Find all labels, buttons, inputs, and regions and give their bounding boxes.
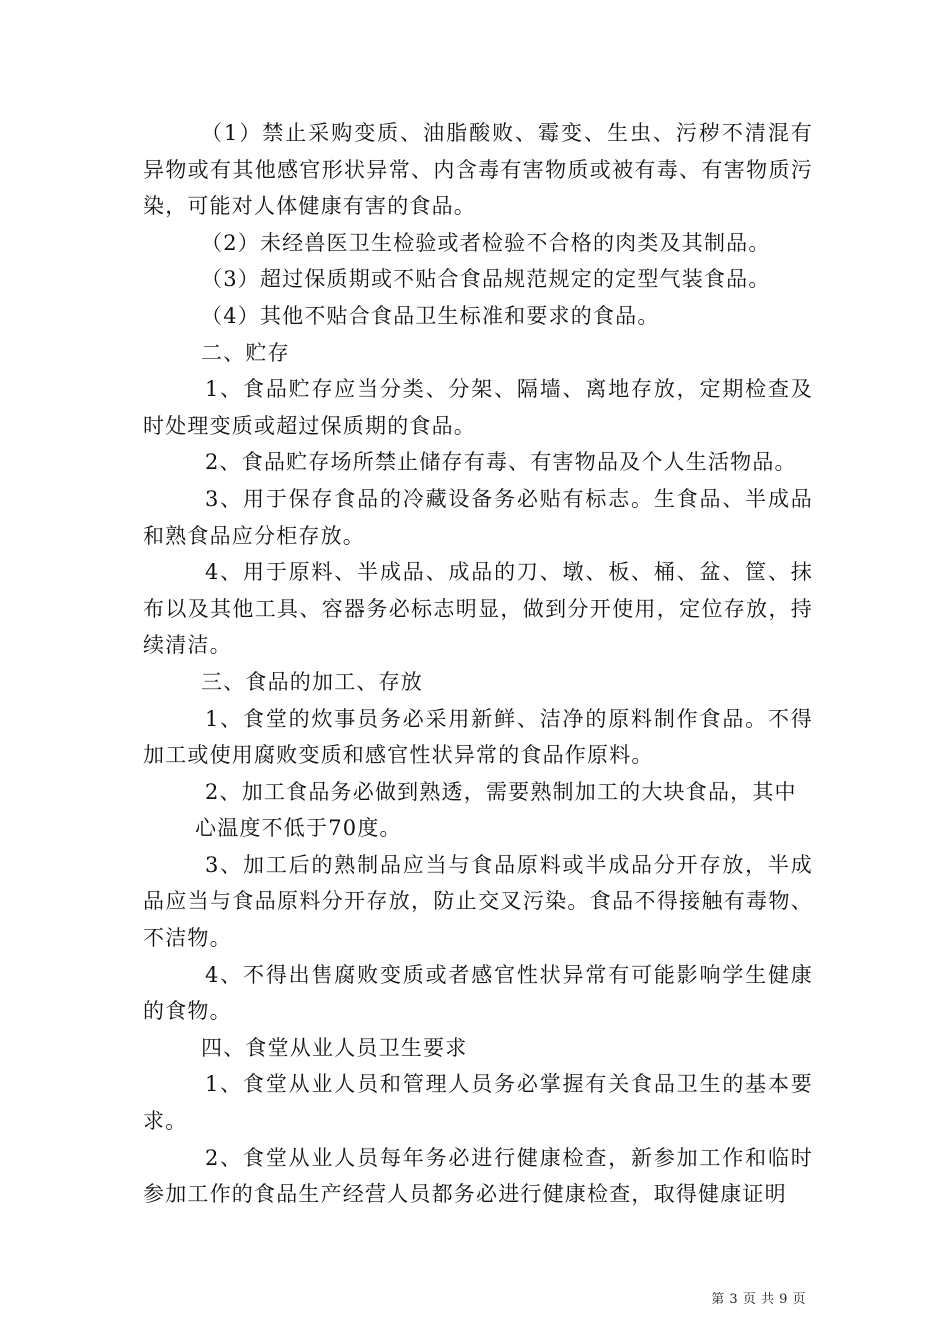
paragraph-storage-2: 2、食品贮存场所禁止储存有毒、有害物品及个人生活物品。 [205,450,797,475]
page-number-footer: 第 3 页 共 9 页 [711,1292,806,1307]
section-heading-processing: 三、食品的加工、存放 [201,669,423,694]
paragraph-processing-4: 4、不得出售腐败变质或者感官性状异常有可能影响学生健康的食物。 [143,962,813,1024]
paragraph-storage-1: 1、食品贮存应当分类、分架、隔墙、离地存放，定期检查及时处理变质或超过保质期的食品。 [143,377,813,438]
section-heading-staff-hygiene: 四、食堂从业人员卫生要求 [201,1035,468,1060]
paragraph-staff-2: 2、食堂从业人员每年务必进行健康检查，新参加工作和临时参加工作的食品生产经营人员都务必进行健康检查，取得健康证明 [143,1145,813,1207]
section-heading-storage: 二、贮存 [201,340,290,365]
document-body [143,115,813,1213]
paragraph-item-4: （4）其他不贴合食品卫生标准和要求的食品。 [201,303,660,328]
paragraph-staff-1: 1、食堂从业人员和管理人员务必掌握有关食品卫生的基本要求。 [143,1072,813,1134]
paragraph-item-2: （2）未经兽医卫生检验或者检验不合格的肉类及其制品。 [201,230,771,255]
paragraph-storage-4: 4、用于原料、半成品、成品的刀、墩、板、桶、盆、筐、抹布以及其他工具、容器务必标志明显，做到分开使用，定位存放，持续清洁。 [143,560,813,658]
paragraph-item-1: （1）禁止采购变质、油脂酸败、霉变、生虫、污秽不清混有异物或有其他感官形状异常、内含毒有害物质或被有毒、有害物质污染，可能对人体健康有害的食品。 [143,121,813,219]
paragraph-processing-3: 3、加工后的熟制品应当与食品原料或半成品分开存放，半成品应当与食品原料分开存放，防止交叉污染。食品不得接触有毒物、不洁物。 [143,852,813,951]
paragraph-processing-1: 1、食堂的炊事员务必采用新鲜、洁净的原料制作食品。不得加工或使用腐败变质和感官性状异常的食品作原料。 [143,706,813,768]
paragraph-processing-2: 2、加工食品务必做到熟透，需要熟制加工的大块食品，其中 [205,779,797,804]
paragraph-item-3: （3）超过保质期或不贴合食品规范规定的定型气装食品。 [201,267,771,292]
paragraph-storage-3: 3、用于保存食品的冷藏设备务必贴有标志。生食品、半成品和熟食品应分柜存放。 [143,486,813,548]
paragraph-processing-2-continued: 心温度不低于70度。 [195,816,402,841]
